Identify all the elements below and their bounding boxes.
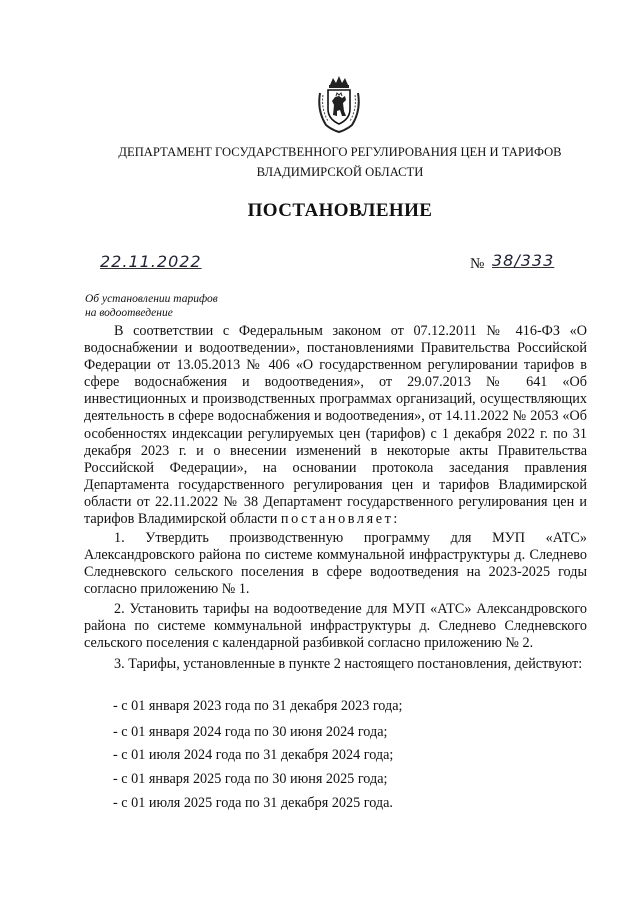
number-label: № — [470, 256, 485, 272]
preamble-text: В соответствии с Федеральным законом от 07.12.2011 № 416-ФЗ «О водоснабжении и водоотведении», постановлениями Правительства Российской Федерации от 13.05.2013 № 406 «О государственном регулировании тарифов в сфере водоснабжения и водоотведения», от 29.07.2013 № 641 «Об инвестиционных и производственных программах организаций, осуществляющих деятельность в сфере водоснабжения и водоотведения», от 14.11.2022 № 2053 «Об особенностях индексации регулируемых цен (тарифов) с 1 декабря 2022 г. по 31 декабря 2023 г. и о внесении изменений в некоторые акты Правительства Российской Федерации», на основании протокола заседания правления Департамента государственного регулирования цен и тарифов Владимирской области от 22.11.2022 № 38 Департамент государственного регулирования цен и тарифов Владимирской области — [84, 323, 587, 528]
coat-of-arms-icon — [316, 75, 362, 133]
item-2-paragraph: 2. Установить тарифы на водоотведение для МУП «АТС» Александровского района по системе коммунальной инфраструктуры д. Следнево Следневского сельского поселения с календарной разбивкой согласно приложению № 2. — [84, 601, 587, 652]
period-item: - с 01 июля 2025 года по 31 декабря 2025 года. — [113, 795, 393, 811]
decree-word: постановляет: — [280, 511, 400, 528]
item-3-paragraph: 3. Тарифы, установленные в пункте 2 настоящего постановления, действуют: — [114, 656, 583, 672]
subject-line1: Об установлении тарифов — [85, 293, 218, 305]
document-type-title: ПОСТАНОВЛЕНИЕ — [247, 200, 433, 221]
subject-line2: на водоотведение — [85, 307, 173, 319]
department-name-line1: ДЕПАРТАМЕНТ ГОСУДАРСТВЕННОГО РЕГУЛИРОВАНИЯ ЦЕН И ТАРИФОВ — [118, 145, 562, 159]
document-subject — [85, 292, 218, 320]
document-number: 38/333 — [492, 251, 555, 270]
period-item: - с 01 июля 2024 года по 31 декабря 2024 года; — [113, 747, 394, 763]
period-item: - с 01 января 2024 года по 30 июня 2024 года; — [113, 724, 388, 740]
period-item: - с 01 января 2025 года по 30 июня 2025 года; — [113, 771, 388, 787]
preamble-paragraph — [84, 323, 587, 528]
document-date: 22.11.2022 — [100, 252, 202, 271]
period-item: - с 01 января 2023 года по 31 декабря 2023 года; — [113, 698, 403, 714]
item-1-paragraph: 1. Утвердить производственную программу для МУП «АТС» Александровского района по системе коммунальной инфраструктуры д. Следнево Следневского сельского поселения в сфере водоотведения на 2023-2025 годы согласно приложению № 1. — [84, 530, 587, 598]
department-name-line2: ВЛАДИМИРСКОЙ ОБЛАСТИ — [256, 165, 424, 179]
